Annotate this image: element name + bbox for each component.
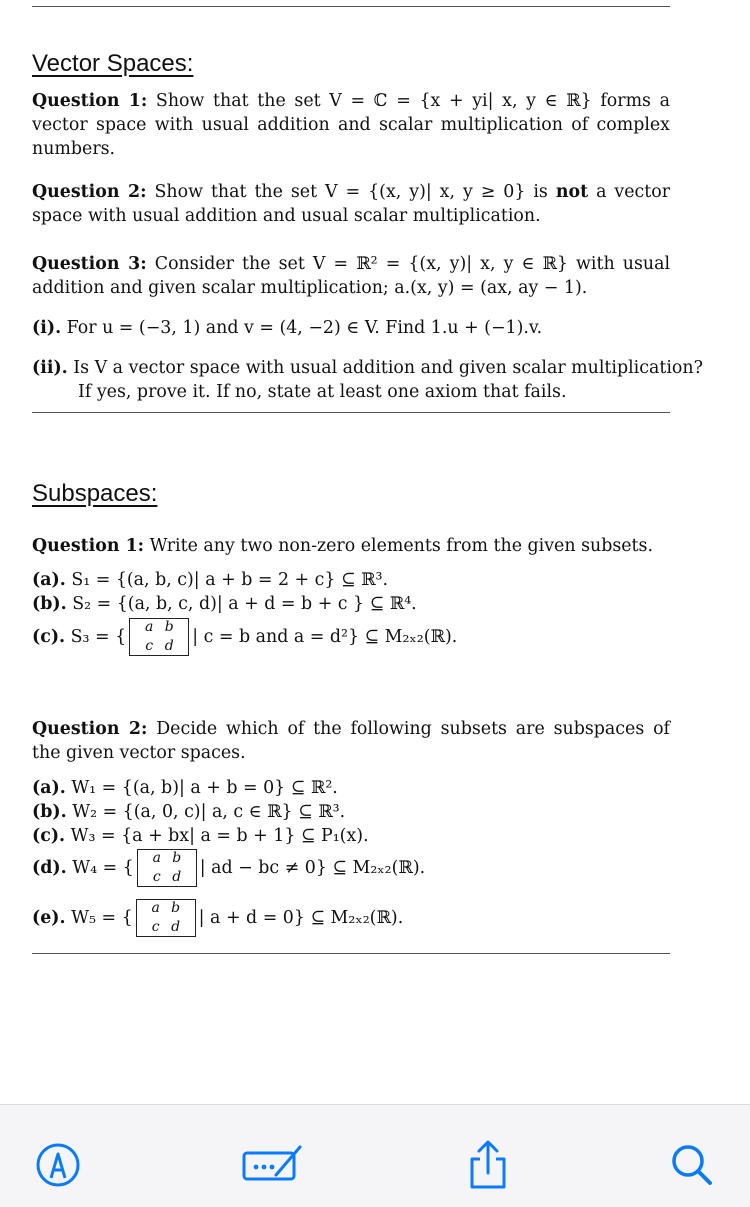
ss-q2-item-e xyxy=(32,899,670,937)
ss-q1-item-a xyxy=(32,568,670,592)
ss-q1-item-a-label: (a). xyxy=(32,570,66,590)
ss-q2-label: Question 2: xyxy=(32,719,148,739)
ss-question-2 xyxy=(32,717,670,765)
vs-q3-text: Consider the set V = ℝ² = {(x, y)| x, y ∈ ℝ} with usual addition and given scalar multiplication; a.(x, y) = (ax, ay − 1). xyxy=(32,254,671,298)
ss-q2-item-b-text: W₂ = {(a, 0, c)| a, c ∈ ℝ} ⊆ ℝ³. xyxy=(72,802,346,822)
ss-q2-item-e-prefix: W₅ = { xyxy=(71,908,133,928)
matrix-entry: c xyxy=(152,869,161,885)
vs-question-1 xyxy=(32,89,670,161)
ss-q2-item-a-text: W₁ = {(a, b)| a + b = 0} ⊆ ℝ². xyxy=(71,778,338,798)
ss-q2-item-c-text: W₃ = {a + bx| a = b + 1} ⊆ P₁(x). xyxy=(70,826,369,846)
ss-q2-item-d-label: (d). xyxy=(32,858,67,878)
ss-q1-item-c-label: (c). xyxy=(32,627,66,647)
markup-icon xyxy=(34,1141,82,1189)
ss-q2-item-e-suffix: | a + d = 0} ⊆ M₂ₓ₂(ℝ). xyxy=(198,908,404,928)
search-button[interactable] xyxy=(652,1135,732,1195)
matrix-w4 xyxy=(137,849,197,887)
ss-q2-item-d-prefix: W₄ = { xyxy=(72,858,134,878)
matrix-entry: b xyxy=(172,850,182,866)
matrix-entry: d xyxy=(171,919,181,935)
ss-q2-item-c-label: (c). xyxy=(32,826,66,846)
matrix-entry: c xyxy=(151,919,160,935)
vs-q2-text-before: Show that the set V = {(x, y)| x, y ≥ 0} is xyxy=(154,182,548,202)
ss-q1-item-c xyxy=(32,618,670,656)
vs-q1-text: Show that the set V = ℂ = {x + yi| x, y ∈ ℝ} forms a vector space with usual addition and scalar multiplication of complex numbers. xyxy=(32,91,671,159)
ss-q2-items xyxy=(32,776,670,848)
ss-q1-item-b xyxy=(32,592,670,616)
matrix-entry: d xyxy=(172,869,182,885)
vs-q3-label: Question 3: xyxy=(32,254,147,274)
matrix-entry: a xyxy=(145,619,154,635)
vs-q3-part-ii-line2: If yes, prove it. If no, state at least one axiom that fails. xyxy=(78,382,567,402)
matrix-entry: a xyxy=(151,900,160,916)
vs-q2-label: Question 2: xyxy=(32,182,147,202)
ss-q2-item-d-suffix: | ad − bc ≠ 0} ⊆ M₂ₓ₂(ℝ). xyxy=(199,858,426,878)
search-icon xyxy=(668,1141,716,1189)
vs-q3-part-ii-label: (ii). xyxy=(32,358,68,378)
matrix-entry: b xyxy=(164,619,174,635)
ss-q2-item-b-label: (b). xyxy=(32,802,67,822)
ss-q1-items xyxy=(32,568,670,616)
share-button[interactable] xyxy=(448,1135,528,1195)
ss-q1-text: Write any two non-zero elements from the given subsets. xyxy=(149,536,653,556)
ss-q2-item-e-label: (e). xyxy=(32,908,66,928)
ss-q1-item-c-suffix: | c = b and a = d²} ⊆ M₂ₓ₂(ℝ). xyxy=(192,627,458,647)
keyboard-icon xyxy=(238,1141,306,1189)
ss-q2-item-a xyxy=(32,776,670,800)
ss-q1-item-b-text: S₂ = {(a, b, c, d)| a + d = b + c } ⊆ ℝ⁴. xyxy=(72,594,417,614)
matrix-entry: b xyxy=(171,900,181,916)
ss-q1-item-b-label: (b). xyxy=(32,594,67,614)
markup-button[interactable] xyxy=(18,1135,98,1195)
vs-q2-text-after: a vector space with usual addition and usual scalar multiplication. xyxy=(32,182,671,226)
vs-q3-part-ii xyxy=(32,356,703,404)
keyboard-edit-button[interactable] xyxy=(232,1135,312,1195)
ss-q2-item-a-label: (a). xyxy=(32,778,66,798)
matrix-entry: d xyxy=(164,638,174,654)
vs-q2-text-bold: not xyxy=(555,182,589,202)
ss-q2-item-c xyxy=(32,824,670,848)
vs-q3-part-ii-line1: Is V a vector space with usual addition and given scalar multiplication? xyxy=(73,358,703,378)
vector-spaces-title: Vector Spaces: xyxy=(32,50,194,77)
vs-q3-part-i-label: (i). xyxy=(32,318,62,338)
vs-question-3 xyxy=(32,252,670,300)
subspaces-title: Subspaces: xyxy=(32,480,158,507)
ss-q2-item-b xyxy=(32,800,670,824)
vs-q3-part-i xyxy=(32,316,670,340)
vs-q1-label: Question 1: xyxy=(32,91,148,111)
section-divider-1 xyxy=(32,412,670,413)
matrix-s3 xyxy=(129,618,189,656)
ss-q1-item-a-text: S₁ = {(a, b, c)| a + b = 2 + c} ⊆ ℝ³. xyxy=(71,570,389,590)
ss-question-1 xyxy=(32,534,670,558)
vs-q3-part-i-text: For u = (−3, 1) and v = (4, −2) ∈ V. Find 1.u + (−1).v. xyxy=(66,318,543,338)
vs-question-2 xyxy=(32,180,670,228)
matrix-w5 xyxy=(136,899,196,937)
top-divider xyxy=(32,6,670,7)
section-divider-2 xyxy=(32,953,670,954)
matrix-entry: c xyxy=(145,638,154,654)
matrix-entry: a xyxy=(152,850,161,866)
bottom-toolbar xyxy=(0,1104,750,1207)
ss-q2-item-d xyxy=(32,849,670,887)
ss-q1-item-c-prefix: S₃ = { xyxy=(70,627,127,647)
ss-q2-text: Decide which of the following subsets are subspaces of the given vector spaces. xyxy=(32,719,670,763)
ss-q1-label: Question 1: xyxy=(32,536,145,556)
share-icon xyxy=(464,1139,512,1191)
